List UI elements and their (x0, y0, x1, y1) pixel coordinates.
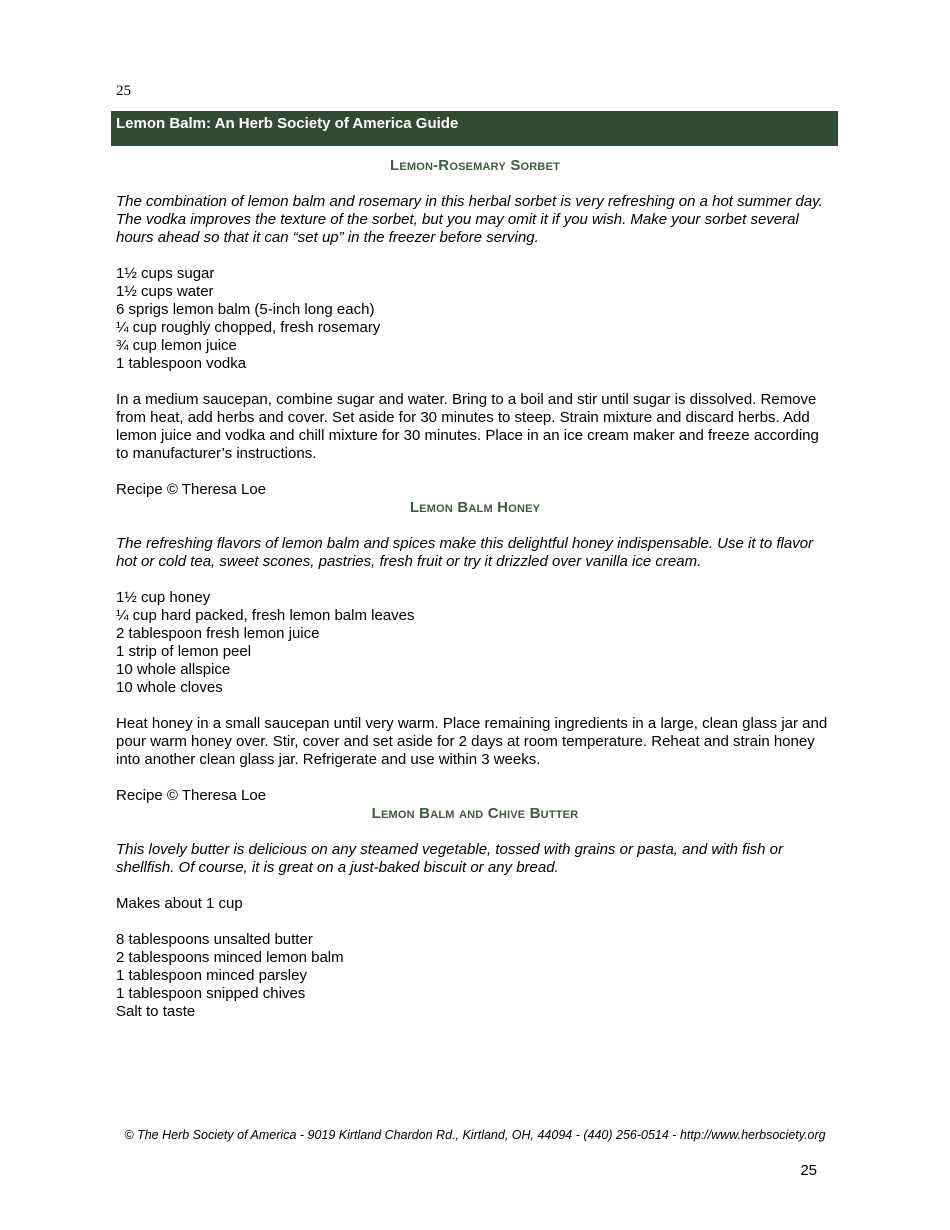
ingredient-list (116, 931, 834, 1021)
ingredient: 1½ cups water (116, 283, 214, 300)
ingredient-list (116, 589, 834, 697)
ingredient: 2 tablespoon fresh lemon juice (116, 625, 320, 642)
ingredient: Salt to taste (116, 1003, 196, 1020)
page-footer: © The Herb Society of America - 9019 Kirtland Chardon Rd., Kirtland, OH, 44094 - (440) 256-0514 - http://www.herbsociety.org (124, 1128, 826, 1142)
ingredient: ¾ cup lemon juice (116, 337, 237, 354)
page-number-top: 25 (116, 83, 131, 99)
recipe-intro: This lovely butter is delicious on any steamed vegetable, tossed with grains or pasta, and with fish or shellfish. Of course, it is great on a just-baked biscuit or any bread. (116, 841, 784, 876)
ingredient: ¼ cup roughly chopped, fresh rosemary (116, 319, 381, 336)
recipe-intro: The combination of lemon balm and rosemary in this herbal sorbet is very refreshing on a hot summer day. The vodka improves the texture of the sorbet, but you may omit it if you wish. Make your sorbet several hours ahead so that it can “set up” in the freezer before serving. (116, 193, 823, 246)
recipe-title: Lemon Balm and Chive Butter (371, 805, 579, 822)
ingredient: 8 tablespoons unsalted butter (116, 931, 313, 948)
ingredient-list (116, 265, 834, 373)
recipe-yield: Makes about 1 cup (116, 895, 243, 912)
recipe-directions: Heat honey in a small saucepan until very warm. Place remaining ingredients in a large, clean glass jar and pour warm honey over. Stir, cover and set aside for 2 days at room temperature. Reheat and strain honey into another clean glass jar. Refrigerate and use within 3 weeks. (116, 715, 828, 768)
recipe-credit: Recipe © Theresa Loe (116, 787, 267, 804)
ingredient: ¼ cup hard packed, fresh lemon balm leaves (116, 607, 415, 624)
ingredient: 1 tablespoon snipped chives (116, 985, 306, 1002)
ingredient: 10 whole cloves (116, 679, 223, 696)
guide-banner: Lemon Balm: An Herb Society of America Guide (111, 111, 838, 146)
recipe-lemon-balm-chive-butter (116, 805, 834, 1021)
recipe-intro: The refreshing flavors of lemon balm and spices make this delightful honey indispensable. Use it to flavor hot or cold tea, sweet scones, pastries, fresh fruit or try it drizzled over vanilla ice cream. (116, 535, 814, 570)
recipes-content (116, 157, 834, 1021)
ingredient: 1 tablespoon vodka (116, 355, 247, 372)
recipe-credit: Recipe © Theresa Loe (116, 481, 267, 498)
recipe-title: Lemon-Rosemary Sorbet (389, 157, 561, 174)
ingredient: 1 strip of lemon peel (116, 643, 252, 660)
page-number-bottom: 25 (800, 1162, 817, 1179)
ingredient: 6 sprigs lemon balm (5-inch long each) (116, 301, 375, 318)
recipe-lemon-balm-honey (116, 499, 834, 805)
ingredient: 1½ cup honey (116, 589, 211, 606)
ingredient: 1 tablespoon minced parsley (116, 967, 307, 984)
ingredient: 1½ cups sugar (116, 265, 215, 282)
ingredient: 10 whole allspice (116, 661, 231, 678)
recipe-directions: In a medium saucepan, combine sugar and water. Bring to a boil and stir until sugar is dissolved. Remove from heat, add herbs and cover. Set aside for 30 minutes to steep. Strain mixture and discard herbs. Add lemon juice and vodka and chill mixture for 30 minutes. Place in an ice cream maker and freeze according to manufacturer’s instructions. (116, 391, 819, 462)
ingredient: 2 tablespoons minced lemon balm (116, 949, 344, 966)
recipe-lemon-rosemary-sorbet (116, 157, 834, 499)
recipe-title: Lemon Balm Honey (409, 499, 541, 516)
